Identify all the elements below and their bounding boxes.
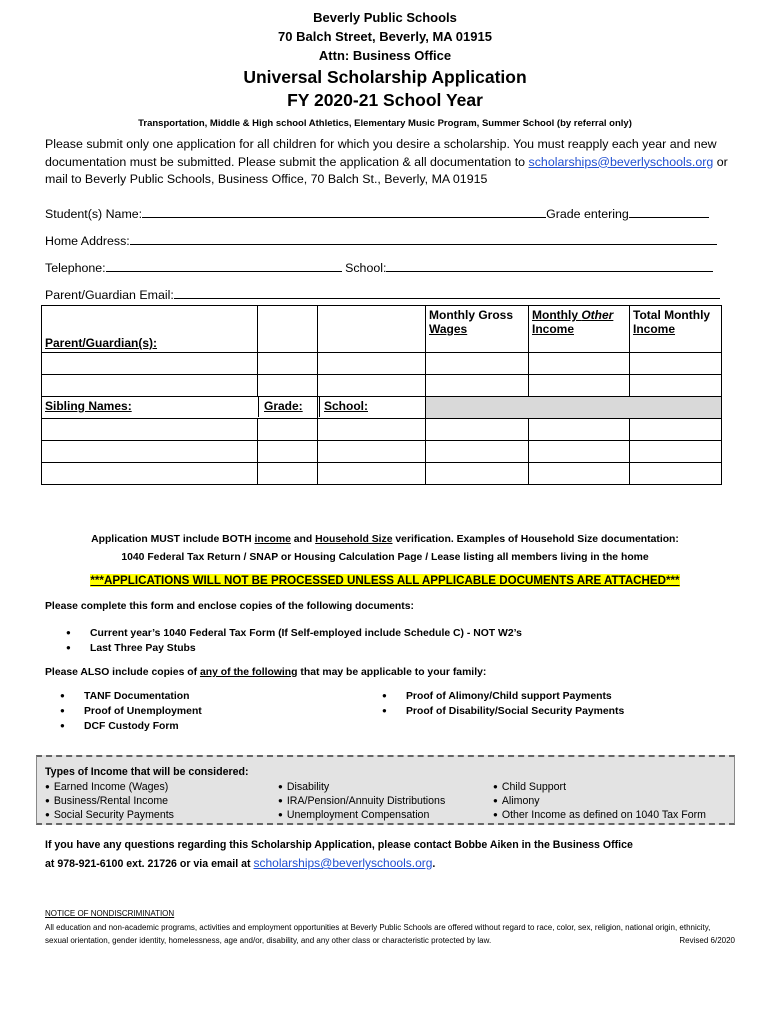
attention-line: Attn: Business Office [318,48,452,63]
sibling-names-label: Sibling Names: [45,399,132,413]
grade-entering-field[interactable] [629,206,709,218]
contact-email-link[interactable]: scholarships@beverlyschools.org [253,856,433,870]
table-cell[interactable] [426,353,529,375]
other-income-header: Monthly Other Income [529,306,630,353]
table-cell[interactable] [42,419,258,441]
org-address: 70 Balch Street, Beverly, MA 01915 [278,29,492,44]
table-cell[interactable] [258,306,318,353]
income-col-1 [45,780,174,822]
documents-list [66,626,522,656]
verification-requirements [0,531,770,566]
list-item: ● Other Income as defined on 1040 Tax Form [493,808,706,822]
also-include-label: Please ALSO include copies of any of the following that may be applicable to your family: [45,667,487,678]
table-cell[interactable] [318,375,426,397]
list-item: ● Business/Rental Income [45,794,174,808]
table-cell[interactable] [529,419,630,441]
table-row [42,306,722,353]
list-item: ● Last Three Pay Stubs [66,641,522,656]
home-address-row [45,233,717,248]
list-item: ● Disability [278,780,445,794]
income-col-2 [278,780,445,822]
home-address-label: Home Address: [45,234,130,248]
table-cell[interactable] [258,353,318,375]
table-row [42,441,722,463]
table-cell[interactable] [630,353,722,375]
school-label-cell [321,396,426,417]
school-label: School: [345,261,387,275]
parent-guardian-label: Parent/Guardian(s): [45,336,158,350]
income-types-box [36,755,735,825]
home-address-field[interactable] [130,233,717,245]
school-field[interactable] [386,260,713,272]
income-types-title: Types of Income that will be considered: [45,766,249,778]
grade-label-cell [258,396,320,417]
scholarship-email-link[interactable]: scholarships@beverlyschools.org [528,154,714,169]
total-income-header: Total Monthly Income [630,306,722,353]
list-item: ● Current year’s 1040 Federal Tax Form (If Self-employed include Schedule C) - NOT W2’s [66,626,522,641]
nondiscrimination-heading: NOTICE OF NONDISCRIMINATION [45,909,175,918]
parent-email-field[interactable] [174,287,720,299]
table-cell[interactable] [318,353,426,375]
parent-email-label: Parent/Guardian Email: [45,288,174,302]
table-cell[interactable] [42,353,258,375]
telephone-row [45,260,713,275]
table-cell[interactable] [426,441,529,463]
school-year: FY 2020-21 School Year [287,90,483,110]
program-list: Transportation, Middle & High school Athletics, Elementary Music Program, Summer School (by referral only) [138,118,632,129]
list-item: ● Unemployment Compensation [278,808,445,822]
table-cell[interactable] [529,463,630,485]
form-title: Universal Scholarship Application [243,67,527,87]
table-row [42,375,722,397]
table-cell[interactable] [529,375,630,397]
intro-text: Please submit only one application for all children for which you desire a scholarship. You must reapply each year and new documentation must be submitted. Please submit the application & all documentation to [45,137,717,169]
contact-info [45,836,745,873]
table-cell[interactable] [258,441,318,463]
grade-entering-label: Grade entering [546,207,629,221]
table-cell[interactable] [318,463,426,485]
table-cell[interactable] [630,441,722,463]
list-item: ● TANF Documentation [60,689,202,704]
list-item: ● Proof of Disability/Social Security Payments [382,704,624,719]
student-name-label: Student(s) Name: [45,207,143,221]
table-cell[interactable] [318,306,426,353]
table-cell[interactable] [630,419,722,441]
table-cell[interactable] [426,419,529,441]
table-row [42,419,722,441]
contact-line-1: If you have any questions regarding this Scholarship Application, please contact Bobbe Aiken in the Business Office [45,839,633,851]
table-cell[interactable] [318,441,426,463]
nondiscrimination-text: All education and non-academic programs, activities and employment opportunities at Beverly Public Schools are offered without regard to race, color, sex, religion, national origin, ethnicity, sexual orientation, gender identity, homelessness, age and/or, disability, and any other class or characteristic protected by law. Revised 6/2020 [45,923,735,945]
table-cell[interactable] [318,419,426,441]
gross-wages-header: Monthly Gross Wages [426,306,529,353]
table-cell[interactable] [529,353,630,375]
table-cell[interactable] [258,419,318,441]
table-row [42,353,722,375]
household-table [41,305,722,485]
table-cell[interactable] [630,463,722,485]
list-item: ● DCF Custody Form [60,719,202,734]
intro-paragraph [45,136,735,189]
income-col-3 [493,780,706,822]
table-cell[interactable] [258,375,318,397]
contact-line-2: at 978-921-6100 ext. 21726 or via email at scholarships@beverlyschools.org. [45,856,436,870]
documents-label: Please complete this form and enclose copies of the following documents: [45,601,414,612]
org-name: Beverly Public Schools [313,10,457,25]
telephone-field[interactable] [106,260,342,272]
grade-label: Grade: [264,399,303,413]
list-item: ● Proof of Unemployment [60,704,202,719]
table-cell[interactable] [426,375,529,397]
warning-banner [0,574,770,587]
parent-guardian-label-cell [42,306,258,353]
table-cell[interactable] [42,463,258,485]
sibling-school-label: School: [324,399,368,413]
table-cell[interactable] [42,441,258,463]
table-cell[interactable] [258,463,318,485]
also-list-left [60,689,202,734]
verification-line-1: Application MUST include BOTH income and Household Size verification. Examples of Household Size documentation: [91,534,679,545]
list-item: ● Alimony [493,794,706,808]
parent-email-row [45,287,720,302]
list-item: ● Earned Income (Wages) [45,780,174,794]
table-row [42,463,722,485]
student-name-row [45,206,709,221]
telephone-label: Telephone: [45,261,106,275]
verification-line-2: 1040 Federal Tax Return / SNAP or Housing Calculation Page / Lease listing all members living in the home [121,551,649,563]
table-cell[interactable] [630,375,722,397]
list-item: ● Proof of Alimony/Child support Payments [382,689,624,704]
list-item: ● Child Support [493,780,706,794]
warning-text: ***APPLICATIONS WILL NOT BE PROCESSED UNLESS ALL APPLICABLE DOCUMENTS ARE ATTACHED*** [90,574,680,587]
also-list-right [382,689,624,719]
shaded-cell [426,397,722,419]
table-cell[interactable] [42,375,258,397]
table-cell[interactable] [426,463,529,485]
student-name-field[interactable] [142,206,546,218]
list-item: ● IRA/Pension/Annuity Distributions [278,794,445,808]
list-item: ● Social Security Payments [45,808,174,822]
table-cell[interactable] [529,441,630,463]
intro-mail-text: or mail to Beverly Public Schools, Business Office, 70 Balch St., Beverly, MA 01915 [45,154,728,186]
revised-date: Revised 6/2020 [679,936,735,945]
